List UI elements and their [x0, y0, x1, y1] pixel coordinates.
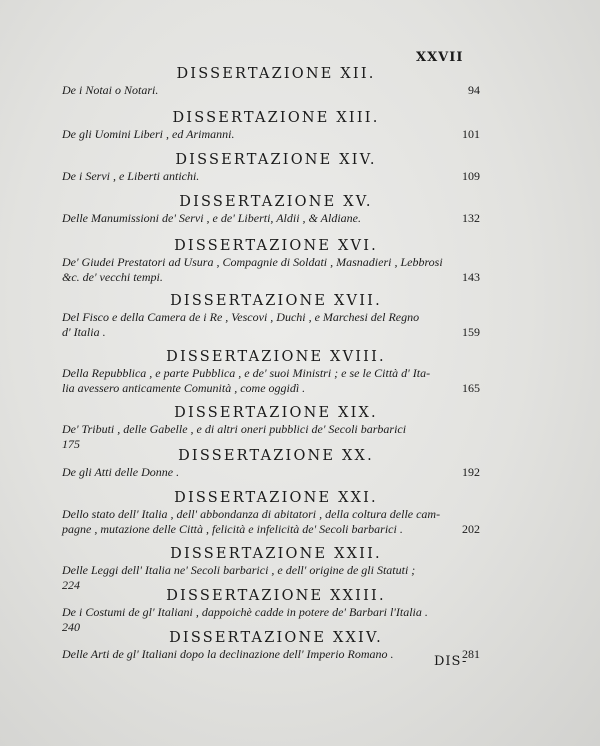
entry-heading: DISSERTAZIONE XXIV. [169, 630, 383, 646]
entry-title-text: 240 [62, 620, 80, 634]
entry-title-text: pagne , mutazione delle Città , felicità e infelicità de' Secoli barbarici . [62, 522, 403, 536]
entry-title-line [62, 127, 480, 142]
entry-title-text: De gli Uomini Liberi , ed Arimanni. [62, 127, 235, 141]
entry-title-line [62, 563, 480, 578]
entry-title-text: Della Repubblica , e parte Pubblica , e de' suoi Ministri ; e se le Città d' Ita- [62, 366, 431, 380]
entry-title-text: 224 [62, 578, 80, 592]
entry-title-text: 175 [62, 437, 80, 451]
entry-title-text: Dello stato dell' Italia , dell' abbondanza di abitatori , della coltura delle cam- [62, 507, 441, 521]
entry-page-number: 159 [462, 325, 480, 339]
entry-title-line [62, 255, 480, 270]
entry-page-number: 202 [462, 522, 480, 536]
entry-title-text: De' Giudei Prestatori ad Usura , Compagnie di Soldati , Masnadieri , Lebbrosi [62, 255, 443, 269]
catchword: DIS- [434, 654, 468, 669]
entry-title-line [62, 325, 480, 340]
entry-page-number: 101 [462, 127, 480, 141]
entry-heading: DISSERTAZIONE XIV. [175, 152, 377, 168]
entry-heading: DISSERTAZIONE XVI. [174, 238, 378, 254]
entry-page-number: 109 [462, 169, 480, 183]
entry-title-text: Delle Manumissioni de' Servi , e de' Liberti, Aldii , & Aldiane. [62, 211, 361, 225]
entry-title-text: lia avessero anticamente Comunità , come oggidì . [62, 381, 306, 395]
toc-entry [62, 194, 480, 226]
entry-heading: DISSERTAZIONE XVIII. [166, 349, 386, 365]
entry-heading: DISSERTAZIONE XII. [176, 66, 376, 82]
toc-entry [62, 630, 480, 662]
entry-title-line [62, 211, 480, 226]
entry-page-number: 132 [462, 211, 480, 225]
entry-page-number: 165 [462, 381, 480, 395]
entry-title-text: De i Servi , e Liberti antichi. [62, 169, 200, 183]
entry-heading: DISSERTAZIONE XX. [178, 448, 374, 464]
entry-title-line [62, 422, 480, 437]
toc-entry [62, 490, 480, 537]
entry-heading: DISSERTAZIONE XXIII. [166, 588, 386, 604]
entry-title-line [62, 465, 480, 480]
entry-title-text: De i Notai o Notari. [62, 83, 159, 97]
toc-entry [62, 349, 480, 396]
entry-page-number: 192 [462, 465, 480, 479]
toc-entry [62, 405, 480, 452]
toc-entry [62, 66, 480, 98]
entry-title-text: De' Tributi , delle Gabelle , e di altri oneri pubblici de' Secoli barbarici [62, 422, 407, 436]
toc-entry [62, 293, 480, 340]
toc-entry [62, 588, 480, 635]
entry-title-text: De gli Atti delle Donne . [62, 465, 180, 479]
entry-heading: DISSERTAZIONE XXI. [174, 490, 378, 506]
entry-page-number: 281 [462, 647, 480, 661]
entry-title-text: d' Italia . [62, 325, 106, 339]
entry-title-line [62, 169, 480, 184]
entry-title-text: Del Fisco e della Camera de i Re , Vescovi , Duchi , e Marchesi del Regno [62, 310, 420, 324]
toc-entry [62, 546, 480, 593]
entry-title-text: Delle Leggi dell' Italia ne' Secoli barbarici , e dell' origine de gli Statuti ; [62, 563, 416, 577]
entry-heading: DISSERTAZIONE XV. [179, 194, 373, 210]
toc-entry [62, 152, 480, 184]
toc-entry [62, 448, 480, 480]
entry-title-line [62, 522, 480, 537]
entry-title-line [62, 310, 480, 325]
toc-entry [62, 110, 480, 142]
entry-page-number: 94 [468, 83, 480, 97]
entry-title-line [62, 605, 480, 620]
entry-title-line [62, 507, 480, 522]
entry-page-number: 143 [462, 270, 480, 284]
toc-entry [62, 238, 480, 285]
entry-title-line [62, 647, 480, 662]
entry-heading: DISSERTAZIONE XIX. [174, 405, 378, 421]
entry-heading: DISSERTAZIONE XXII. [170, 546, 382, 562]
page-number: XXVII [416, 50, 464, 65]
entry-title-text: De i Costumi de gl' Italiani , dappoichè cadde in potere de' Barbari l'Italia . [62, 605, 428, 619]
entry-title-text: Delle Arti de gl' Italiani dopo la declinazione dell' Imperio Romano . [62, 647, 394, 661]
entry-title-line [62, 381, 480, 396]
entry-title-line [62, 83, 480, 98]
entry-title-line [62, 270, 480, 285]
entry-title-text: &c. de' vecchi tempi. [62, 270, 163, 284]
entry-heading: DISSERTAZIONE XVII. [170, 293, 382, 309]
entry-heading: DISSERTAZIONE XIII. [172, 110, 380, 126]
entry-title-line [62, 366, 480, 381]
